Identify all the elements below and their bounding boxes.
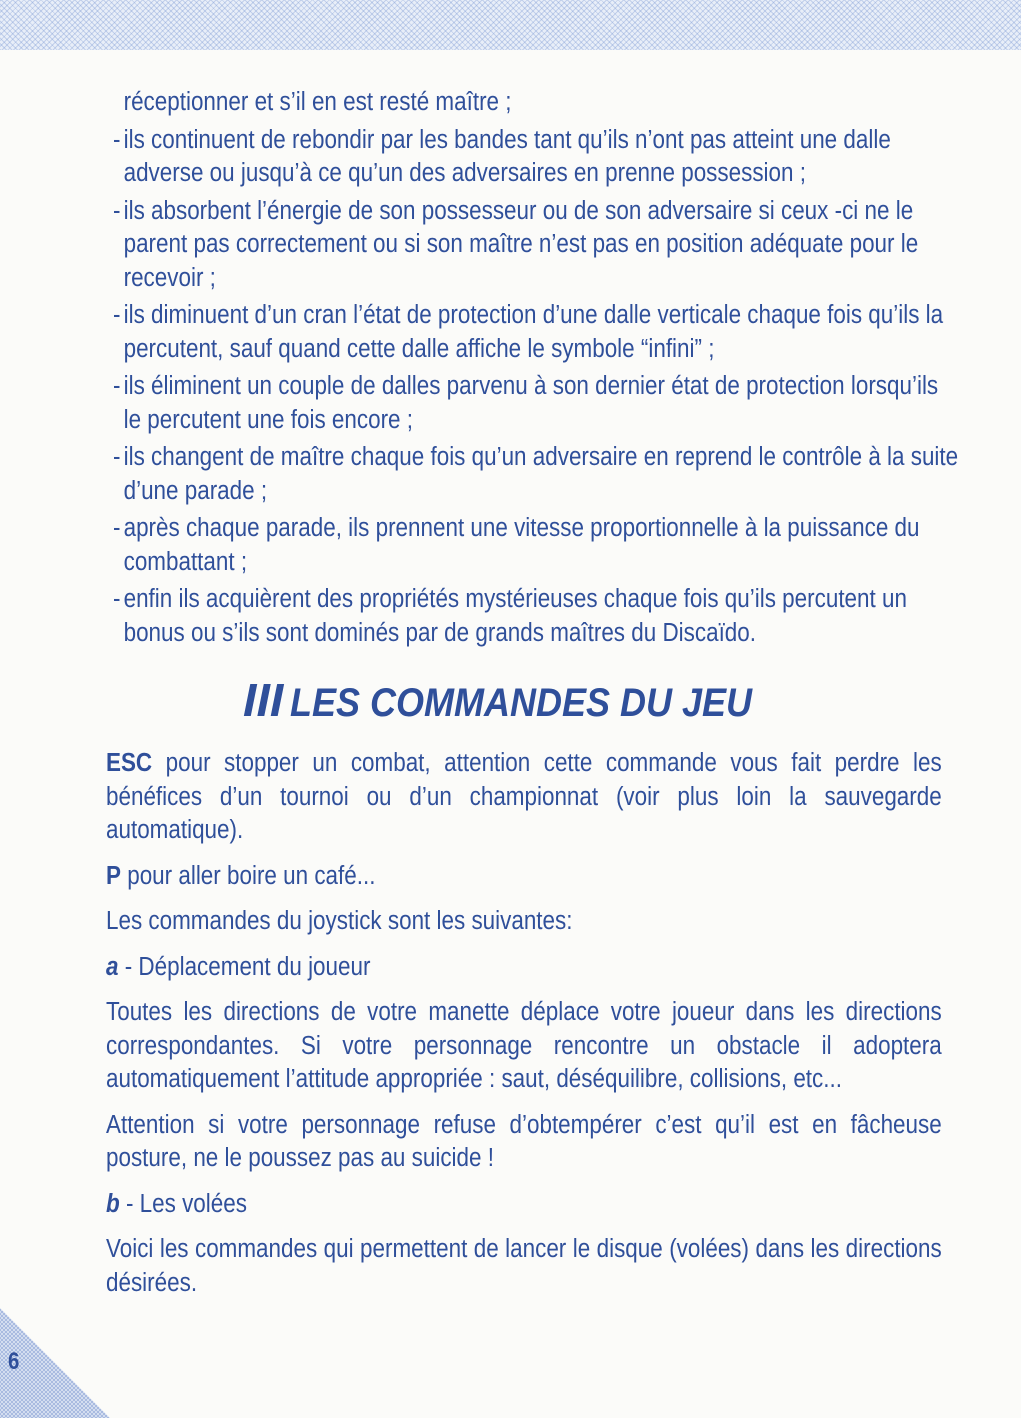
top-decorative-band bbox=[0, 0, 1021, 50]
list-item-text: après chaque parade, ils prennent une vitesse proportionnelle à la puissance du combattant ; bbox=[123, 514, 920, 576]
attention-paragraph: Attention si votre personnage refuse d’obtempérer c’est qu’il est en fâcheuse posture, ne le poussez pas au suicide ! bbox=[106, 1110, 942, 1172]
section-title-text: LES COMMANDES DU JEU bbox=[290, 681, 753, 725]
list-dash: - bbox=[113, 372, 121, 400]
volees-paragraph: Voici les commandes qui permettent de lancer le disque (volées) dans les directions désirées. bbox=[106, 1235, 942, 1297]
list-dash: - bbox=[113, 514, 121, 542]
esc-description: pour stopper un combat, attention cette commande vous fait perdre les bénéfices d’un tournoi ou d’un championnat (voir plus loin la sauvegarde automatique). bbox=[106, 749, 942, 844]
subsection-b-title: - Les volées bbox=[119, 1189, 247, 1218]
list-item bbox=[106, 299, 959, 366]
esc-key-label: ESC bbox=[106, 749, 153, 777]
p-paragraph bbox=[106, 860, 942, 894]
subsection-b bbox=[106, 1188, 942, 1222]
list-item bbox=[106, 441, 959, 508]
list-item-text: ils éliminent un couple de dalles parvenu à son dernier état de protection lorsqu’ils le percutent une fois encore ; bbox=[123, 372, 939, 434]
subsection-a-title: - Déplacement du joueur bbox=[118, 952, 371, 981]
p-description: pour aller boire un café... bbox=[120, 861, 376, 890]
list-item-text: ils changent de maître chaque fois qu’un adversaire en reprend le contrôle à la suite d’une parade ; bbox=[123, 443, 959, 505]
joystick-intro: Les commandes du joystick sont les suivantes: bbox=[106, 907, 573, 935]
esc-paragraph bbox=[106, 747, 942, 848]
subsection-a bbox=[106, 951, 942, 985]
subsection-a-letter: a bbox=[106, 952, 119, 981]
section-title bbox=[106, 676, 942, 727]
list-item-text: réceptionner et s’il en est resté maître ; bbox=[123, 88, 512, 116]
list-dash: - bbox=[113, 125, 121, 154]
list-item-text: ils absorbent l’énergie de son possesseur ou de son adversaire si ceux -ci ne le parent pas correctement ou si son maître n’est pas en position adéquate pour le recevoir ; bbox=[123, 196, 919, 292]
section-roman-numeral: III bbox=[243, 674, 284, 726]
subsection-b-letter: b bbox=[106, 1189, 120, 1218]
list-item-text: enfin ils acquièrent des propriétés mystérieuses chaque fois qu’ils percutent un bonus ou s’ils sont dominés par de grands maîtres du Discaïdo. bbox=[123, 585, 907, 647]
list-item bbox=[106, 583, 959, 650]
list-item bbox=[106, 370, 959, 437]
list-item-text: ils diminuent d’un cran l’état de protection d’une dalle verticale chaque fois qu’ils la percutent, sauf quand cette dalle affiche le symbole “infini” ; bbox=[123, 301, 944, 363]
list-item bbox=[106, 195, 959, 296]
list-dash: - bbox=[113, 585, 121, 613]
list-dash: - bbox=[113, 443, 121, 471]
list-dash: - bbox=[113, 196, 121, 225]
page-content bbox=[106, 86, 959, 1312]
p-key-label: P bbox=[106, 861, 121, 890]
directions-paragraph: Toutes les directions de votre manette déplace votre joueur dans les directions correspondantes. Si votre personnage rencontre un obstacle il adoptera automatiquement l’attitude appropriée : saut, déséquilibre, collisions, etc... bbox=[106, 998, 942, 1093]
list-dash: - bbox=[113, 301, 121, 329]
list-item-text: ils continuent de rebondir par les bandes tant qu’ils n’ont pas atteint une dalle adverse ou jusqu’à ce qu’un des adversaires en prenne possession ; bbox=[123, 125, 891, 187]
list-item bbox=[106, 512, 959, 579]
properties-list bbox=[106, 86, 959, 650]
list-item bbox=[106, 124, 959, 191]
page-number: 6 bbox=[8, 1348, 20, 1375]
list-item bbox=[106, 86, 959, 120]
